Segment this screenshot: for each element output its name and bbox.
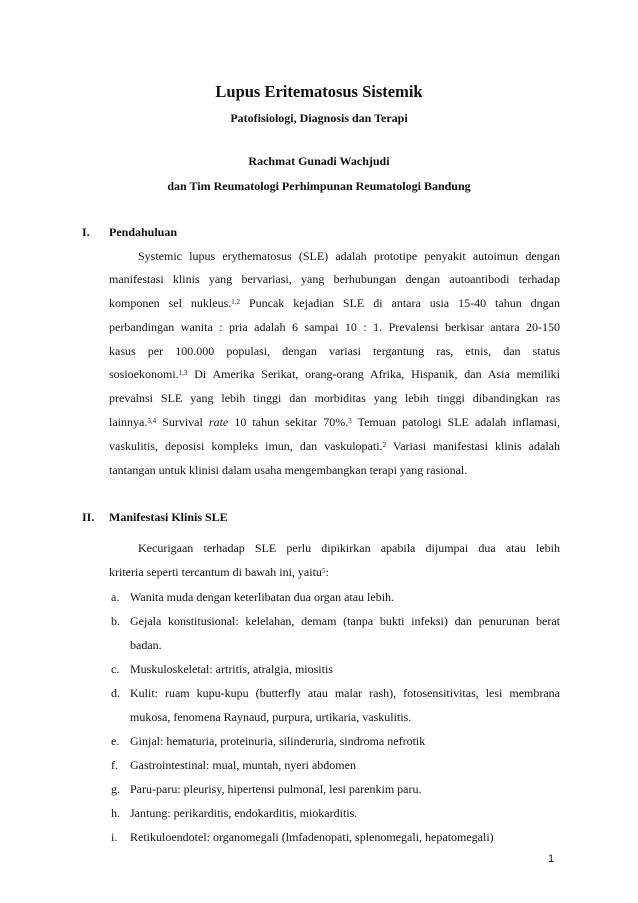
section-2-number: II. — [82, 510, 95, 524]
page-number: 1 — [548, 853, 555, 865]
list-item: Gejala konstitusional: kelelahan, demam (tanpa bukti infeksi) dan penurunan berat — [130, 614, 560, 628]
list-item-marker: d. — [111, 686, 120, 700]
section-1-text: 10 tahun sekitar 70%. — [228, 415, 349, 429]
section-1-number: I. — [82, 225, 90, 239]
citation-superscript: 2 — [382, 441, 387, 449]
section-1-line: tantangan untuk klinisi dalam usaha mengembangkan terapi yang rasional. — [109, 463, 468, 477]
page-title: Lupus Eritematosus Sistemik — [215, 82, 423, 101]
section-1-line — [109, 415, 560, 430]
section-1-text: Di Amerika Serikat, orang-orang Afrika, Hispanik, dan Asia memiliki — [187, 367, 560, 381]
list-item-marker: i. — [111, 830, 118, 844]
list-item-marker: a. — [111, 590, 120, 604]
section-2-line — [109, 565, 560, 580]
section-1-text: Puncak kejadian SLE di antara usia 15-40 tahun dngan — [240, 296, 560, 310]
list-item: Wanita muda dengan keterlibatan dua organ atau lebih. — [130, 590, 395, 604]
section-1-line — [109, 439, 560, 454]
list-item: Ginjal: hematuria, proteinuria, silinderuria, sindroma nefrotik — [130, 734, 426, 748]
section-1-line — [109, 296, 560, 311]
section-1-line: perbandingan wanita : pria adalah 6 sampai 10 : 1. Prevalensi berkisar antara 20-150 — [109, 320, 560, 334]
section-2-text: kriteria seperti tercantum di bawah ini, yaitu — [109, 565, 322, 579]
list-item: Jantung: perikarditis, endokarditis, miokarditis. — [130, 806, 358, 820]
italic-term: rate — [208, 415, 229, 429]
list-item: Gastrointestinal: mual, muntah, nyeri abdomen — [130, 758, 356, 772]
list-item-marker: e. — [111, 734, 120, 748]
citation-superscript: 3 — [348, 417, 352, 425]
section-1-text: Survival — [156, 415, 209, 429]
citation-superscript: 5 — [321, 567, 326, 575]
section-1-text: vaskulitis, deposisi kompleks imun, dan vaskulopati. — [109, 439, 383, 453]
list-item: Kulit: ruam kupu-kupu (butterfly atau malar rash), fotosensitivitas, lesi membrana — [130, 686, 560, 700]
section-2-line: Kecurigaan terhadap SLE perlu dipikirkan apabila dijumpai dua atau lebih — [138, 541, 560, 555]
section-1-line: manifestasi klinis yang bervariasi, yang berhubungan dengan autoantibodi terhadap — [109, 272, 560, 286]
section-1-heading: Pendahuluan — [109, 225, 178, 239]
author-name: Rachmat Gunadi Wachjudi — [248, 154, 390, 168]
section-2-heading: Manifestasi Klinis SLE — [109, 510, 228, 524]
section-1-text: lainnya. — [109, 415, 148, 429]
section-1-line: Systemic lupus erythematosus (SLE) adalah prototipe penyakit autoimun dengan — [138, 249, 560, 263]
list-item-continuation: mukosa, fenomena Raynaud, purpura, urtikaria, vaskulitis. — [130, 710, 412, 724]
section-1-line: prevalnsi SLE yang lebih tinggi dan morbiditas yang lebih tinggi dibandingkan ras — [109, 391, 560, 405]
section-1-text: sosioekonomi. — [109, 367, 179, 381]
citation-superscript: 1,3 — [178, 369, 188, 377]
citation-superscript: 1,2 — [231, 298, 241, 306]
list-item-marker: f. — [111, 758, 118, 772]
author-affiliation: dan Tim Reumatologi Perhimpunan Reumatologi Bandung — [167, 179, 471, 193]
section-1-text: Temuan patologi SLE adalah inflamasi, — [351, 415, 560, 429]
section-2-text: : — [325, 565, 329, 579]
section-1-line: kasus per 100.000 populasi, dengan variasi tergantung ras, etnis, dan status — [109, 344, 560, 358]
section-1-text: Variasi manifestasi klinis adalah — [386, 439, 560, 453]
citation-superscript: 3,4 — [147, 417, 157, 425]
list-item-continuation: badan. — [130, 638, 162, 652]
list-item-marker: g. — [111, 782, 120, 796]
section-1-text: komponen sel nukleus. — [109, 296, 232, 310]
list-item: Paru-paru: pleurisy, hipertensi pulmonal, lesi parenkim paru. — [130, 782, 422, 796]
list-item: Retikuloendotel: organomegali (lmfadenopati, splenomegali, hepatomegali) — [130, 830, 494, 844]
list-item-marker: h. — [111, 806, 120, 820]
list-item-marker: c. — [111, 662, 120, 676]
page-subtitle: Patofisiologi, Diagnosis dan Terapi — [230, 111, 408, 125]
section-1-line — [109, 367, 560, 382]
list-item-marker: b. — [111, 614, 120, 628]
list-item: Muskuloskeletal: artritis, atralgia, miositis — [130, 662, 333, 676]
